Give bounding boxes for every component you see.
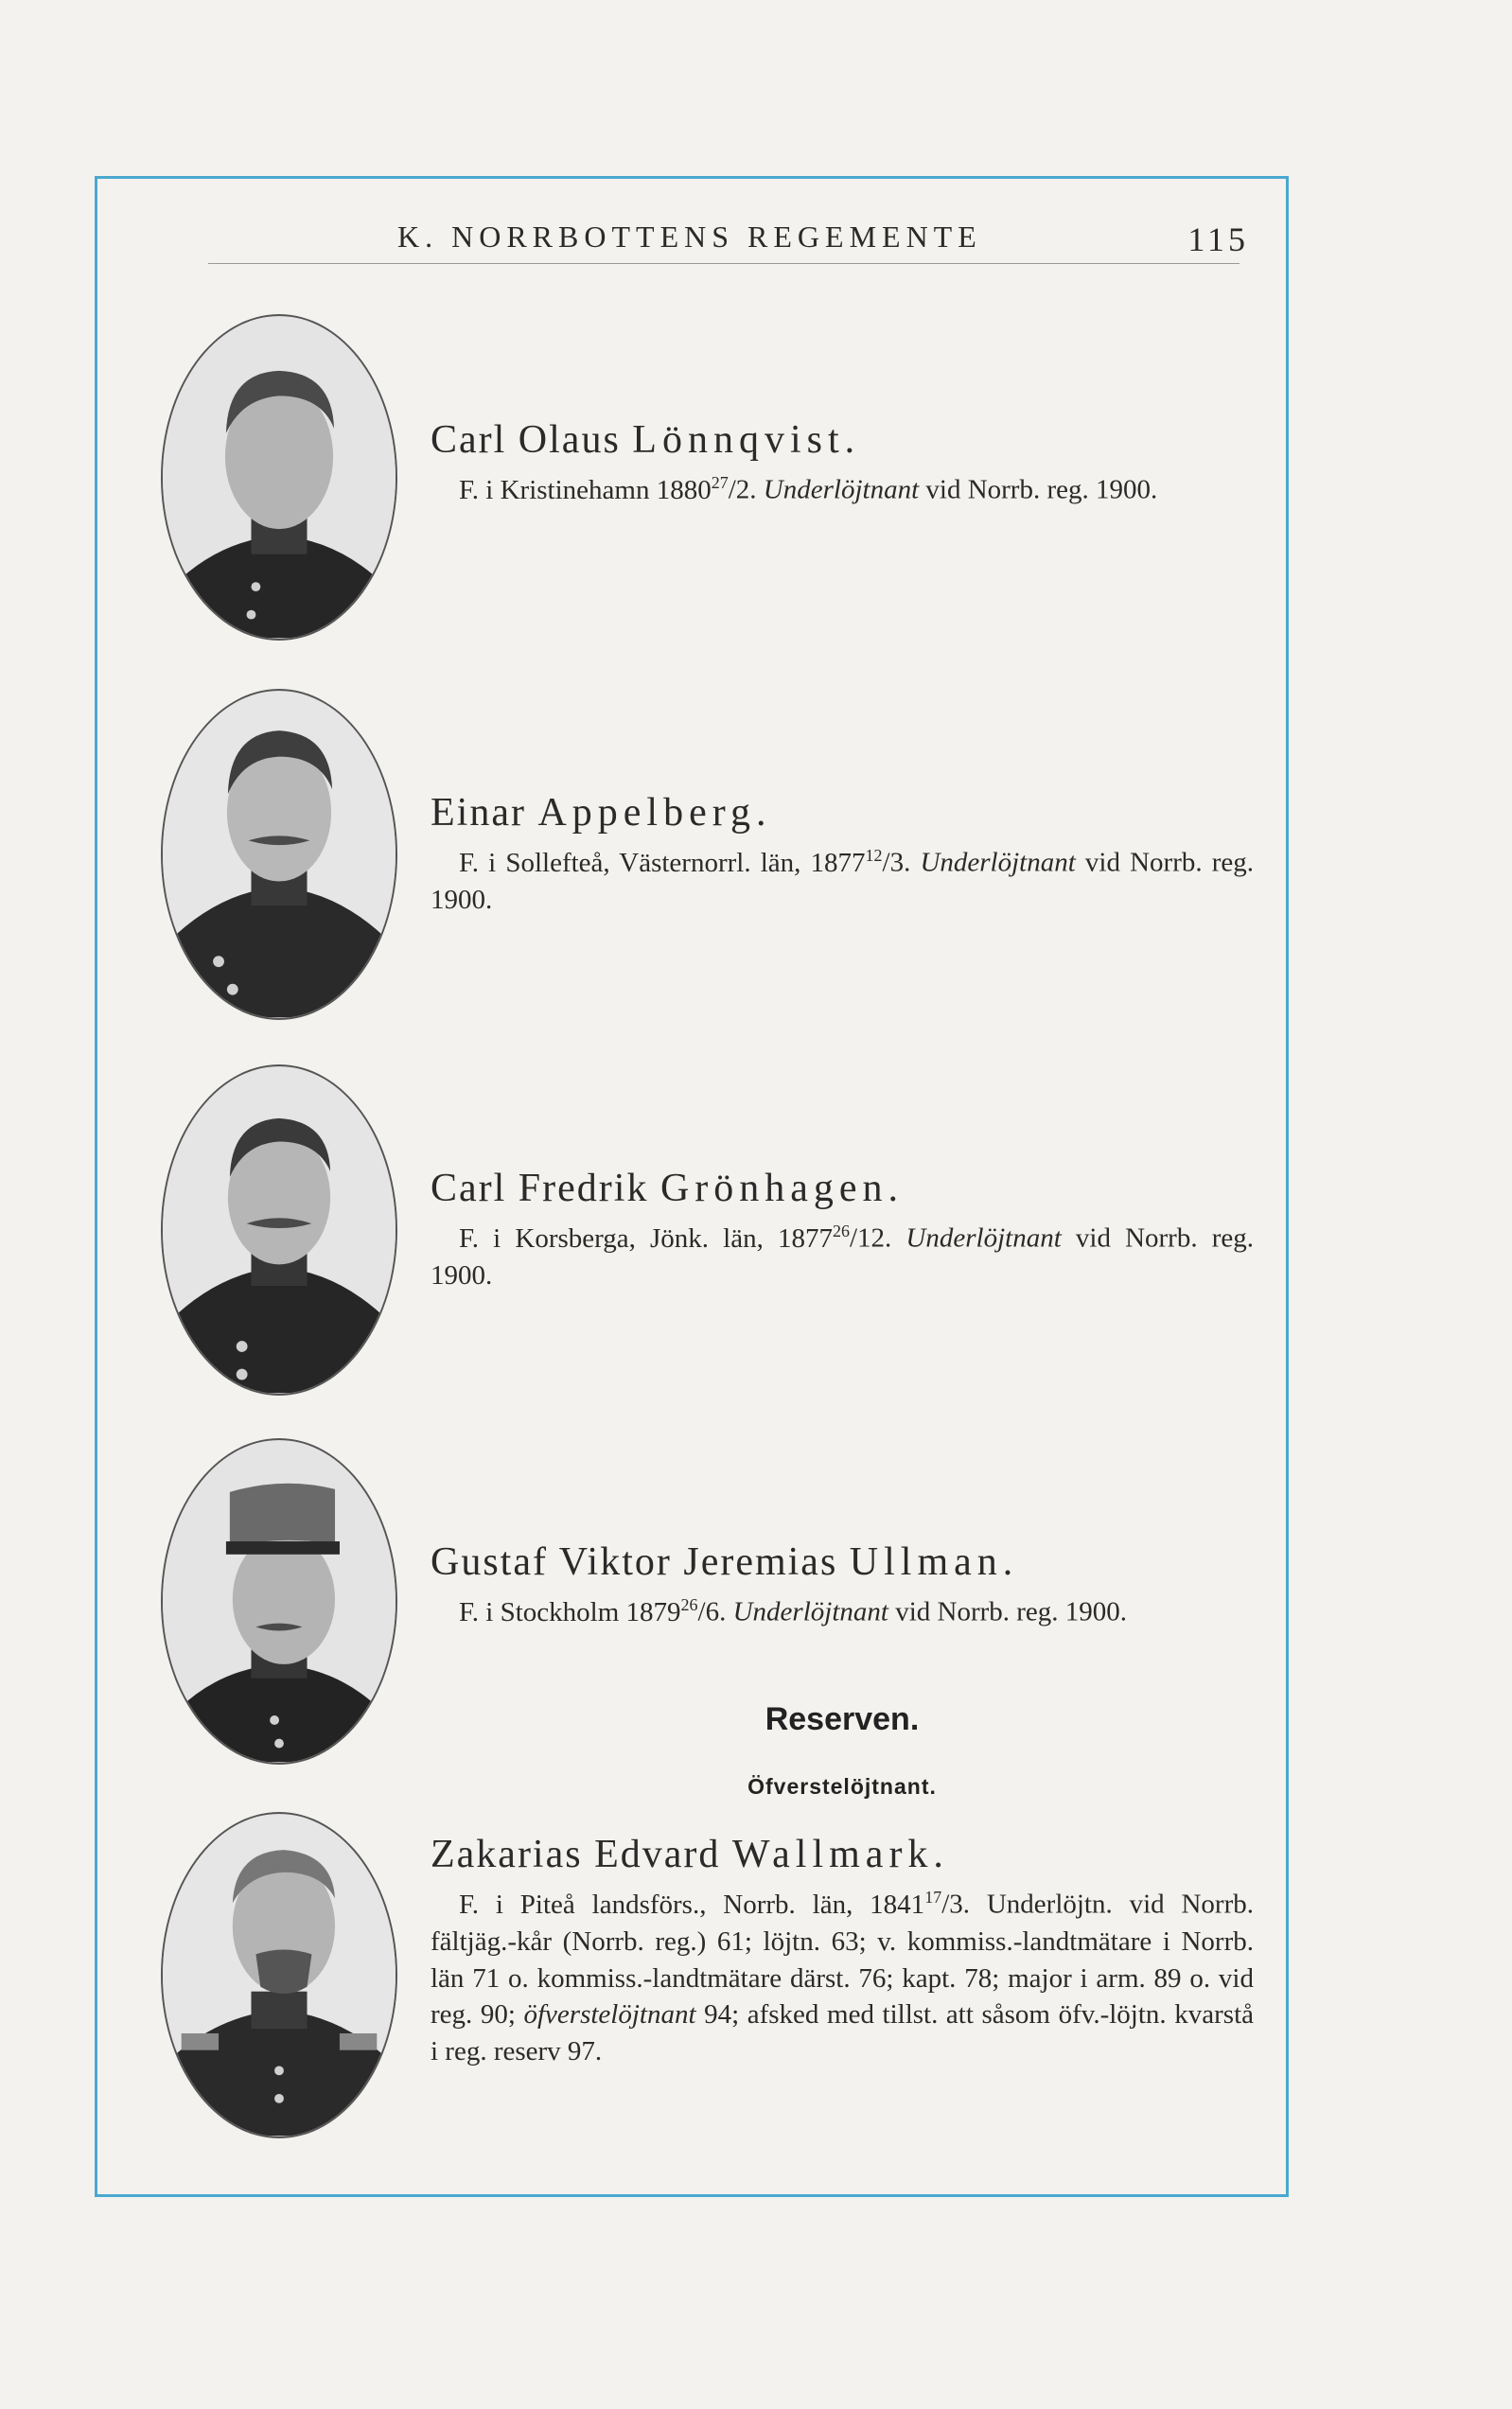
person-name — [431, 791, 1254, 835]
person-bio — [431, 471, 1254, 509]
bio-month: /6. — [697, 1596, 733, 1627]
person-name — [431, 1833, 1254, 1876]
bio-rank: öfverstelöjtnant — [523, 1999, 696, 2031]
bio-month: /2. — [728, 474, 764, 505]
bio-month: /12. — [849, 1222, 906, 1254]
bio-day: 27 — [711, 473, 729, 493]
entry-text — [431, 1540, 1254, 1631]
person-name — [431, 1167, 1254, 1210]
bio-day: 12 — [865, 846, 883, 866]
bio-post: vid Norrb. reg. 1900. — [919, 474, 1158, 505]
bio-post: vid Norrb. reg. 1900. — [431, 847, 1255, 915]
person-bio — [431, 1886, 1254, 2070]
bio-post: vid Norrb. reg. 1900. — [888, 1596, 1128, 1627]
person-bio — [431, 1593, 1254, 1631]
header-rule — [208, 263, 1239, 264]
bio-rank: Underlöjtnant — [905, 1222, 1062, 1254]
bio-month: /3. — [882, 847, 921, 878]
bio-birth: F. i Piteå landsförs., Norrb. län, 1841 — [459, 1889, 925, 1920]
name-plain: Einar — [431, 791, 538, 835]
portrait-photo — [163, 1066, 396, 1394]
person-name — [431, 418, 1254, 462]
name-spaced: Lönnqvist. — [632, 418, 861, 462]
section-heading-reserven: Reserven. — [765, 1701, 920, 1737]
portrait-photo — [163, 691, 396, 1018]
name-plain: Gustaf Viktor Jeremias — [431, 1540, 850, 1584]
bio-birth: F. i Stockholm 1879 — [459, 1596, 681, 1627]
bio-day: 17 — [924, 1888, 942, 1908]
entry-text — [431, 1167, 1254, 1294]
portrait-gronhagen — [161, 1064, 397, 1396]
name-spaced: Ullman. — [849, 1540, 1019, 1584]
bio-day: 26 — [832, 1222, 850, 1241]
person-bio — [431, 1220, 1254, 1293]
bio-day: 26 — [680, 1595, 698, 1615]
person-bio — [431, 844, 1254, 918]
bio-rank: Underlöjtnant — [763, 474, 920, 505]
page-number: 115 — [1187, 220, 1249, 258]
portrait-lonnqvist — [161, 314, 397, 641]
bio-career: /3. Underlöjtn. vid Norrb. fältjäg.-kår (Norrb. reg.) 61; löjtn. 63; v. kommiss.-landtmätare i Norrb. län 71 o. kommiss.-landtmätare därst. 76; kapt. 78; major i arm. 89 o. vid reg. 90; — [431, 1889, 1254, 2031]
name-spaced: Wallmark. — [731, 1833, 949, 1876]
bio-post: vid Norrb. reg. 1900. — [431, 1222, 1254, 1291]
bio-post: 94; afsked med tillst. att såsom öfv.-löjtn. kvarstå i reg. reserv 97. — [431, 1999, 1254, 2067]
name-spaced: Grönhagen. — [659, 1167, 905, 1210]
entry-text — [431, 418, 1254, 509]
subheading-ofverstelojtnant: Öfverstelöjtnant. — [747, 1774, 937, 1799]
bio-birth: F. i Sollefteå, Västernorrl. län, 1877 — [459, 847, 866, 878]
bio-birth: F. i Korsberga, Jönk. län, 1877 — [459, 1222, 833, 1254]
entry-text — [431, 791, 1254, 919]
bio-rank: Underlöjtnant — [732, 1596, 888, 1627]
portrait-wallmark — [161, 1812, 397, 2138]
entry-text — [431, 1833, 1254, 2070]
portrait-photo — [163, 1814, 396, 2136]
name-plain: Zakarias Edvard — [431, 1833, 732, 1876]
portrait-photo — [163, 1440, 396, 1763]
portrait-appelberg — [161, 689, 397, 1020]
portrait-ullman — [161, 1438, 397, 1765]
name-spaced: Appelberg. — [537, 791, 772, 835]
portrait-photo — [163, 316, 396, 639]
running-head — [208, 220, 1249, 267]
bio-birth: F. i Kristinehamn 1880 — [459, 474, 712, 505]
person-name — [431, 1540, 1254, 1584]
name-plain: Carl Olaus — [431, 418, 633, 462]
running-head-title: K. NORRBOTTENS REGEMENTE — [397, 220, 982, 254]
name-plain: Carl Fredrik — [431, 1167, 660, 1210]
bio-rank: Underlöjtnant — [920, 847, 1076, 878]
